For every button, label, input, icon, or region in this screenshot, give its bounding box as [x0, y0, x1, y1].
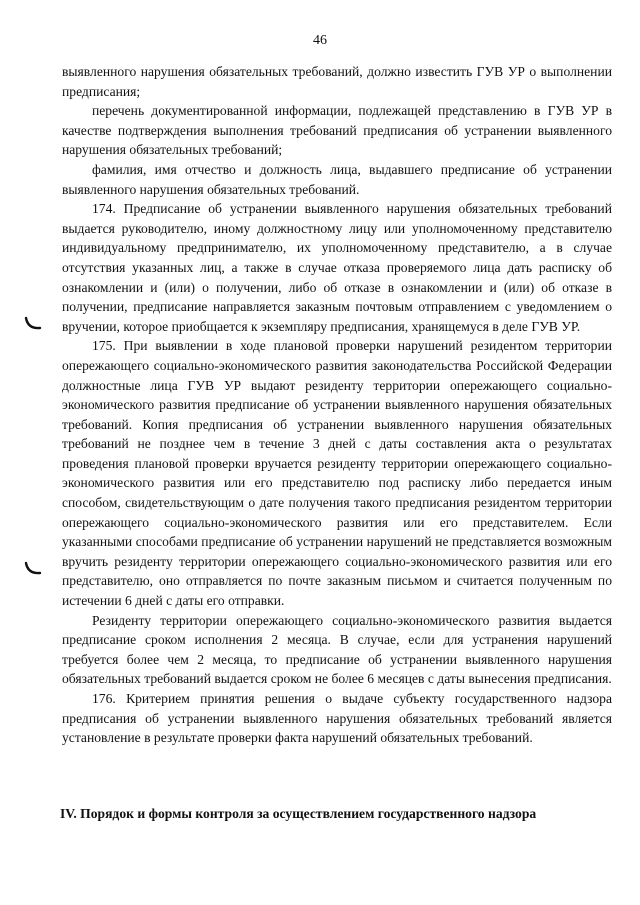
- paragraph-continuation: выявленного нарушения обязательных требований, должно известить ГУВ УР о выполнении предписания;: [62, 64, 612, 99]
- binder-hole-mark-upper: [24, 315, 42, 333]
- binder-hole-mark-lower: [24, 560, 42, 578]
- document-body: [62, 62, 612, 748]
- paragraph-documented-info: перечень документированной информации, подлежащей представлению в ГУВ УР в качестве подтверждения выполнения требований предписания об устранении выявленного нарушения обязательных требований;: [62, 103, 612, 158]
- page-number: 46: [313, 33, 327, 48]
- paragraph-174: 174. Предписание об устранении выявленного нарушения обязательных требований выдается руководителю, иному должностному лицу или уполномоченному представителю индивидуальному предпринимателю, их уполномоченному представителю, а в случае отсутствия указанных лиц, а также в случае отказа проверяемого лица дать расписку об ознакомлении и (или) о получении, либо об отказе в ознакомлении и (или) об отказе в получении, предписание направляется заказным почтовым отправлением с уведомлением о вручении, которое приобщается к экземпляру предписания, хранящемуся в деле ГУВ УР.: [62, 201, 612, 334]
- paragraph-175-resident: Резиденту территории опережающего социально-экономического развития выдается предписание сроком исполнения 2 месяца. В случае, если для устранения нарушений требуется более чем 2 месяца, то предписание об устранении выявленного нарушения обязательных требований выдается сроком не более 6 месяцев с даты вынесения предписания.: [62, 612, 612, 687]
- section-heading: IV. Порядок и формы контроля за осуществлением государственного надзора: [60, 806, 537, 821]
- paragraph-176: 176. Критерием принятия решения о выдаче субъекту государственного надзора предписания об устранении выявленного нарушения обязательных требований является установление в результате проверки факта нарушений обязательных требований.: [62, 691, 612, 746]
- paragraph-issuer-name: фамилия, имя отчество и должность лица, выдавшего предписание об устранении выявленного нарушения обязательных требований.: [62, 161, 612, 197]
- paragraph-175: 175. При выявлении в ходе плановой проверки нарушений резидентом территории опережающего социально-экономического развития законодательства Российской Федерации должностные лица ГУВ УР выдают резиденту территории опережающего социально-экономического развития предписание об устранении выявленного нарушения обязательных требований. Копия предписания об устранении выявленного нарушения обязательных требований не позднее чем в течение 3 дней с даты составления акта о результатах проведения плановой проверки вручается резиденту территории опережающего социально-экономического развития или его представителю под расписку либо передается иным способом, свидетельствующим о дате получения такого предписания резидентом территории опережающего социально-экономического развития или его представителем. Если указанными способами предписание об устранении нарушений не представляется возможным вручить резиденту территории опережающего социально-экономического развития или его представителю, оно отправляется по почте заказным письмом и считается полученным по истечении 6 дней с даты его отправки.: [62, 338, 612, 609]
